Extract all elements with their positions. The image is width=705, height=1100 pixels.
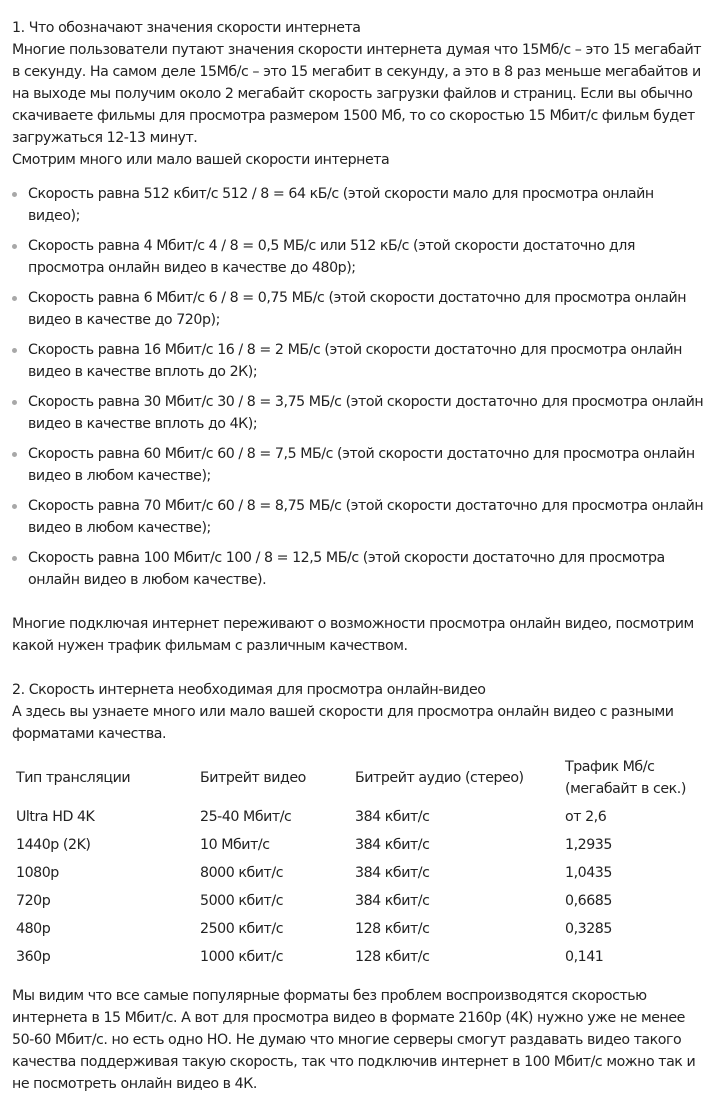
section-2-intro: А здесь вы узнаете много или мало вашей скорости для просмотра онлайн видео с разными форматами качества.: [12, 704, 674, 742]
table-cell: 1440p (2K): [16, 837, 91, 853]
table-cell: 384 кбит/с: [355, 837, 430, 853]
table-cell: 480p: [16, 921, 51, 937]
table-cell: 10 Мбит/с: [200, 837, 270, 853]
table-cell: 1,2935: [565, 837, 612, 853]
table-cell: 2500 кбит/с: [200, 921, 284, 937]
column-header: Битрейт видео: [200, 770, 306, 786]
table-cell: 5000 кбит/с: [200, 893, 284, 909]
section-1-heading: 1. Что обозначают значения скорости интернета: [12, 20, 361, 36]
section-1-lead: Смотрим много или мало вашей скорости интернета: [12, 152, 390, 168]
table-cell: 384 кбит/с: [355, 809, 430, 825]
table-row: [12, 803, 705, 831]
bullet-icon: [12, 400, 17, 405]
bullet-icon: [12, 452, 17, 457]
table-row: [12, 943, 705, 971]
table-cell: 360p: [16, 949, 51, 965]
table-cell: Ultra HD 4K: [16, 809, 95, 825]
table-cell: 0,6685: [565, 893, 612, 909]
table-cell: 8000 кбит/с: [200, 865, 284, 881]
bullet-icon: [12, 244, 17, 249]
bullet-icon: [12, 348, 17, 353]
list-item: Скорость равна 30 Мбит/с 30 / 8 = 3,75 МБ/с (этой скорости достаточно для просмотра онлайн видео в качестве вплоть до 4К);: [12, 391, 705, 435]
bullet-icon: [12, 504, 17, 509]
list-item: Скорость равна 60 Мбит/с 60 / 8 = 7,5 МБ/с (этой скорости достаточно для просмотра онлайн видео в любом качестве);: [12, 443, 705, 487]
list-item: Скорость равна 16 Мбит/с 16 / 8 = 2 МБ/с (этой скорости достаточно для просмотра онлайн видео в качестве вплоть до 2К);: [12, 339, 705, 383]
bitrate-table: [12, 753, 705, 971]
table-row: [12, 859, 705, 887]
table-cell: 0,3285: [565, 921, 612, 937]
table-cell: 25-40 Мбит/с: [200, 809, 292, 825]
list-item: Скорость равна 70 Мбит/с 60 / 8 = 8,75 МБ/с (этой скорости достаточно для просмотра онлайн видео в любом качестве);: [12, 495, 705, 539]
table-cell: 128 кбит/с: [355, 921, 430, 937]
table-cell: 384 кбит/с: [355, 893, 430, 909]
table-cell: 1080p: [16, 865, 59, 881]
column-header: Тип трансляции: [16, 770, 131, 786]
list-item: Скорость равна 100 Мбит/с 100 / 8 = 12,5 МБ/с (этой скорости достаточно для просмотра онлайн видео в любом качестве).: [12, 547, 705, 591]
section-1-intro: Многие пользователи путают значения скорости интернета думая что 15Мб/с – это 15 мегабайт в секунду. На самом деле 15Мб/с – это 15 мегабит в секунду, а это в 8 раз меньше мегабайтов и на выходе мы получим около 2 мегабайт скорость загрузки файлов и страниц. Если вы обычно скачиваете фильмы для просмотра размером 1500 Мб, то со скоростью 15 Мбит/с фильм будет загружаться 12-13 минут.: [12, 42, 702, 146]
conclusion-paragraph: Мы видим что все самые популярные форматы без проблем воспроизводятся скоростью интернета в 15 Мбит/с. А вот для просмотра видео в формате 2160p (4K) нужно уже не менее 50-60 Мбит/с. но есть одно НО. Не думаю что многие серверы смогут раздавать видео такого качества поддерживая такую скорость, так что подключив интернет в 100 Мбит/с можно так и не посмотреть онлайн видео в 4К.: [12, 988, 696, 1092]
list-item: Скорость равна 6 Мбит/с 6 / 8 = 0,75 МБ/с (этой скорости достаточно для просмотра онлайн видео в качестве до 720р);: [12, 287, 705, 331]
section-1-outro: Многие подключая интернет переживают о возможности просмотра онлайн видео, посмотрим какой нужен трафик фильмам с различным качеством.: [12, 616, 694, 654]
list-item: Скорость равна 4 Мбит/с 4 / 8 = 0,5 МБ/с или 512 кБ/с (этой скорости достаточно для просмотра онлайн видео в качестве до 480р);: [12, 235, 705, 279]
table-row: [12, 831, 705, 859]
table-header-row: [12, 753, 705, 803]
table-cell: 1000 кбит/с: [200, 949, 284, 965]
speed-list: [12, 183, 705, 591]
column-header: Трафик Мб/с (мегабайт в сек.): [565, 759, 686, 797]
bullet-icon: [12, 296, 17, 301]
column-header: Битрейт аудио (стерео): [355, 770, 524, 786]
table-cell: от 2,6: [565, 809, 607, 825]
list-item: Скорость равна 512 кбит/с 512 / 8 = 64 кБ/с (этой скорости мало для просмотра онлайн видео);: [12, 183, 705, 227]
table-cell: 720p: [16, 893, 51, 909]
section-2-heading: 2. Скорость интернета необходимая для просмотра онлайн-видео: [12, 682, 486, 698]
table-cell: 0,141: [565, 949, 604, 965]
table-row: [12, 887, 705, 915]
table-row: [12, 915, 705, 943]
bullet-icon: [12, 192, 17, 197]
table-cell: 384 кбит/с: [355, 865, 430, 881]
table-cell: 128 кбит/с: [355, 949, 430, 965]
table-cell: 1,0435: [565, 865, 612, 881]
bullet-icon: [12, 556, 17, 561]
